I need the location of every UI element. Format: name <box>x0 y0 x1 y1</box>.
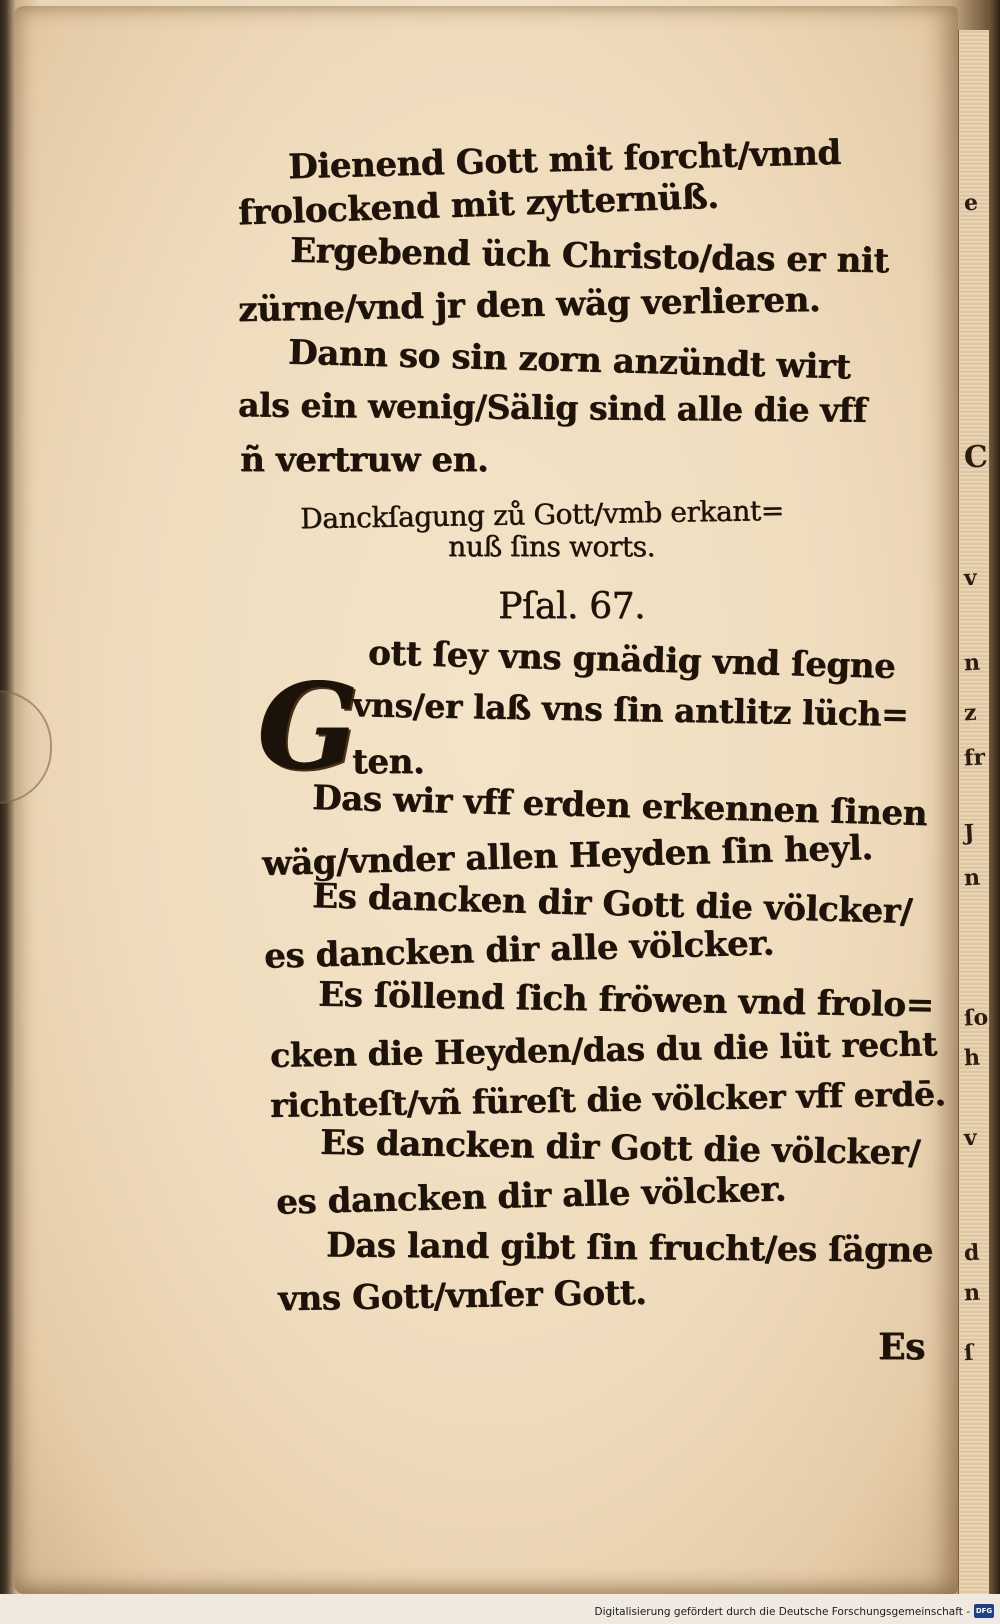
text-line: frolockend mit zytternüß. <box>237 176 720 234</box>
fragment-text: ſ <box>963 1339 975 1367</box>
next-page-fragment <box>964 0 1000 1600</box>
fragment-text: fr <box>963 744 986 772</box>
psalm-caption: Danckſagung zů Gott/vmb erkant= <box>299 493 784 536</box>
fragment-text: e <box>963 189 979 217</box>
text-line: Es dancken dir Gott die völcker/ <box>311 876 913 932</box>
fragment-text: ſo <box>963 1004 989 1032</box>
text-line: es dancken dir alle völcker. <box>263 923 775 977</box>
fragment-text: C <box>963 439 989 476</box>
fragment-text: J <box>963 819 976 847</box>
funding-note: Digitalisierung gefördert durch die Deutsche Forschungsgemeinschaft - <box>594 1606 970 1618</box>
text-line: Dienend Gott mit forcht/vnnd <box>287 132 842 188</box>
text-line: Das wir vff erden erkennen ſinen <box>311 777 928 835</box>
text-line: ten. <box>352 742 425 782</box>
catchword: Es <box>878 1326 925 1368</box>
text-line: vns/er laß vns ſin antlitz lüch= <box>351 685 909 734</box>
text-line: cken die Heyden/das du die lüt recht <box>269 1024 938 1075</box>
dfg-logo: DFG <box>974 1604 994 1618</box>
fragment-text: v <box>963 1124 978 1152</box>
fragment-text: v <box>963 564 978 592</box>
text-line: Das land gibt ſin frucht/es ſägne <box>325 1225 934 1271</box>
text-line: wäg/vnder allen Heyden ſin heyl. <box>261 828 874 884</box>
text-line: Es ſöllend ſich fröwen vnd frolo= <box>317 974 934 1026</box>
fragment-text: z <box>963 699 978 727</box>
text-line: ott ſey vns gnädig vnd ſegne <box>367 633 896 687</box>
fragment-text: n <box>963 1279 981 1307</box>
text-line: Es dancken dir Gott die völcker/ <box>319 1122 921 1174</box>
text-line: vns Gott/vnſer Gott. <box>277 1272 647 1320</box>
decorated-initial: G <box>258 657 359 796</box>
psalm-heading: Pſal. 67. <box>498 586 646 627</box>
text-line: es dancken dir alle völcker. <box>275 1169 787 1223</box>
fragment-text: h <box>963 1044 981 1072</box>
fragment-text: n <box>963 864 981 892</box>
text-line: als ein wenig/Sälig sind alle die vff <box>237 385 867 430</box>
text-line: Ergebend üch Christo/das er nit <box>289 230 889 282</box>
text-line: ñ vertruw en. <box>240 440 489 480</box>
text-line: zürne/vnd jr den wäg verlieren. <box>237 279 821 331</box>
fragment-text: n <box>963 649 981 677</box>
fragment-text: d <box>963 1239 981 1267</box>
psalm-caption: nuß ſins worts. <box>448 530 656 563</box>
text-line: richteſt/vñ füreſt die völcker vff erdē. <box>269 1074 946 1125</box>
text-line: Dann so sin zorn anzündt wirt <box>287 332 851 388</box>
